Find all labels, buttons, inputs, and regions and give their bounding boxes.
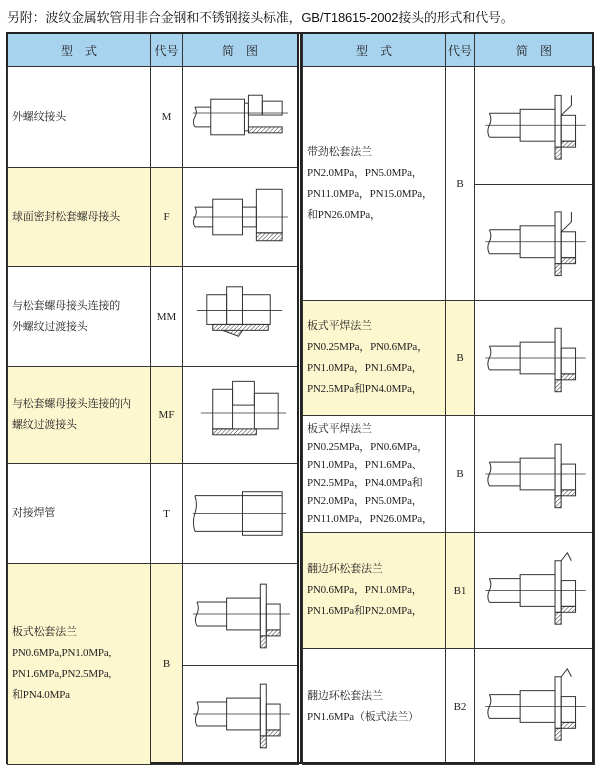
female-adapter-fitting-icon: [183, 367, 298, 463]
male-thread-fitting-icon: [183, 67, 298, 167]
diagram-cell-left: [182, 266, 299, 367]
plate-slip-on-flange-icon: [475, 301, 594, 415]
code-cell-left: F: [150, 167, 183, 267]
type-cell-left: 球面密封松套螺母接头: [7, 167, 151, 267]
type-cell-left: 板式松套法兰 PN0.6MPa,PN1.0MPa, PN1.6MPa,PN2.5MPa, 和PN4.0MPa: [7, 563, 151, 765]
header-diagram-right: 简 图: [474, 33, 594, 67]
diagram-cell-right: [474, 415, 595, 533]
code-cell-left: M: [150, 66, 183, 168]
code-cell-right: B: [445, 415, 475, 533]
plate-slip-on-flange-icon: [475, 416, 594, 532]
diagram-cell-left: [182, 563, 299, 765]
page-title: 另附：波纹金属软管用非合金钢和不锈钢接头标准，GB/T18615-2002接头的形式和代号。: [7, 10, 514, 25]
diagram-cell-right: [474, 532, 595, 649]
diagram-cell-right: [474, 300, 595, 416]
code-cell-left: MF: [150, 366, 183, 464]
diagram-divider: [475, 184, 594, 185]
code-cell-right: B: [445, 300, 475, 416]
diagram-cell-left: [182, 66, 299, 168]
lap-joint-flange-icon: [475, 649, 594, 764]
diagram-cell-right: [474, 66, 595, 301]
type-cell-right: 板式平焊法兰 PN0.25MPa，PN0.6MPa， PN1.0MPa，PN1.6MPa、 PN2.5MPa，PN4.0MPa和 PN2.0MPa，PN5.0MPa， PN11.0MPa，PN26.0MPa，: [302, 415, 446, 533]
type-cell-right: 板式平焊法兰 PN0.25MPa，PN0.6MPa， PN1.0MPa，PN1.6MPa， PN2.5MPa和PN4.0MPa，: [302, 300, 446, 416]
type-cell-right: 翻边环松套法兰 PN1.6MPa（板式法兰）: [302, 648, 446, 765]
butt-weld-pipe-icon: [183, 464, 298, 563]
swivel-nut-fitting-icon: [183, 168, 298, 266]
diagram-cell-left: [182, 366, 299, 464]
type-cell-right: 翻边环松套法兰 PN0.6MPa，PN1.0MPa， PN1.6MPa和PN2.0MPa，: [302, 532, 446, 649]
code-cell-right: B1: [445, 532, 475, 649]
diagram-cell-right: [474, 648, 595, 765]
header-code-right: 代号: [445, 33, 475, 67]
type-cell-left: 与松套螺母接头连接的 外螺纹过渡接头: [7, 266, 151, 367]
type-cell-left: 与松套螺母接头连接的内 螺纹过渡接头: [7, 366, 151, 464]
code-cell-right: B: [445, 66, 475, 301]
male-adapter-fitting-icon: [183, 267, 298, 366]
diagram-cell-left: [182, 463, 299, 564]
header-diagram-left: 简 图: [182, 33, 298, 67]
header-type-right: 型 式: [302, 33, 446, 67]
type-cell-right: 带劲松套法兰 PN2.0MPa，PN5.0MPa， PN11.0MPa，PN15.0MPa， 和PN26.0MPa，: [302, 66, 446, 301]
lap-joint-flange-icon: [475, 533, 594, 648]
header-type-left: 型 式: [7, 33, 151, 67]
type-cell-left: 外螺纹接头: [7, 66, 151, 168]
header-code-left: 代号: [150, 33, 183, 67]
code-cell-left: B: [150, 563, 183, 765]
diagram-divider: [183, 665, 298, 666]
code-cell-right: B2: [445, 648, 475, 765]
code-cell-left: MM: [150, 266, 183, 367]
code-cell-left: T: [150, 463, 183, 564]
diagram-cell-left: [182, 167, 299, 267]
type-cell-left: 对接焊管: [7, 463, 151, 564]
